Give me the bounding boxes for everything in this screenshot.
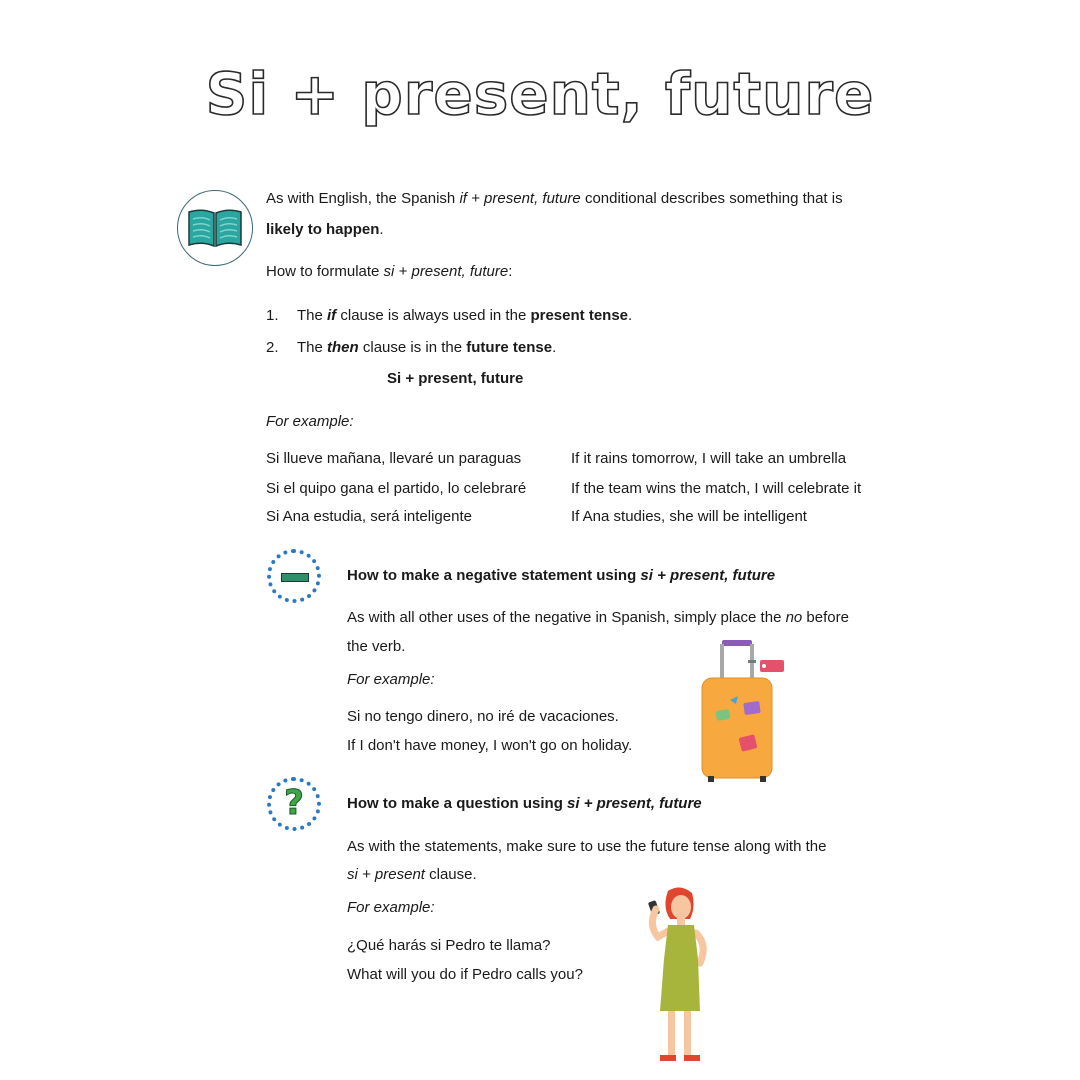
example-english: If the team wins the match, I will celebrate it [571, 480, 862, 497]
formula: Si + present, future [387, 370, 524, 387]
page-title: Si + present, future [205, 60, 875, 128]
question-example-spanish: ¿Qué harás si Pedro te llama? [347, 937, 551, 954]
rule-item: 2. The then clause is in the future tense. [266, 339, 557, 356]
question-heading: How to make a question using si + present, future [347, 795, 702, 812]
example-spanish: Si el quipo gana el partido, lo celebraré [266, 480, 527, 497]
question-paragraph-line2: si + present clause. [347, 866, 477, 883]
how-to-formulate: How to formulate si + present, future: [266, 263, 513, 280]
negative-example-english: If I don't have money, I won't go on holiday. [347, 737, 633, 754]
woman-on-phone-illustration [630, 885, 720, 1065]
for-example-label: For example: [347, 671, 435, 688]
example-spanish: Si Ana estudia, será inteligente [266, 508, 472, 525]
example-spanish: Si llueve mañana, llevaré un paraguas [266, 450, 522, 467]
negative-paragraph-line1: As with all other uses of the negative in Spanish, simply place the no before [347, 609, 849, 626]
intro-paragraph-line1: As with English, the Spanish if + present, future conditional describes something that is [266, 190, 843, 207]
intro-paragraph-line2: likely to happen. [266, 221, 384, 238]
minus-icon [267, 549, 321, 603]
for-example-label: For example: [347, 899, 435, 916]
question-paragraph-line1: As with the statements, make sure to use the future tense along with the [347, 838, 827, 855]
example-english: If Ana studies, she will be intelligent [571, 508, 807, 525]
suitcase-illustration [690, 638, 790, 784]
negative-example-spanish: Si no tengo dinero, no iré de vacaciones. [347, 708, 619, 725]
negative-heading: How to make a negative statement using si + present, future [347, 567, 776, 584]
example-english: If it rains tomorrow, I will take an umbrella [571, 450, 847, 467]
book-icon [177, 190, 253, 266]
rule-item: 1. The if clause is always used in the present tense. [266, 307, 633, 324]
for-example-label: For example: [266, 413, 354, 430]
question-example-english: What will you do if Pedro calls you? [347, 966, 583, 983]
negative-paragraph-line2: the verb. [347, 638, 406, 655]
question-mark-icon: ? [267, 777, 321, 831]
